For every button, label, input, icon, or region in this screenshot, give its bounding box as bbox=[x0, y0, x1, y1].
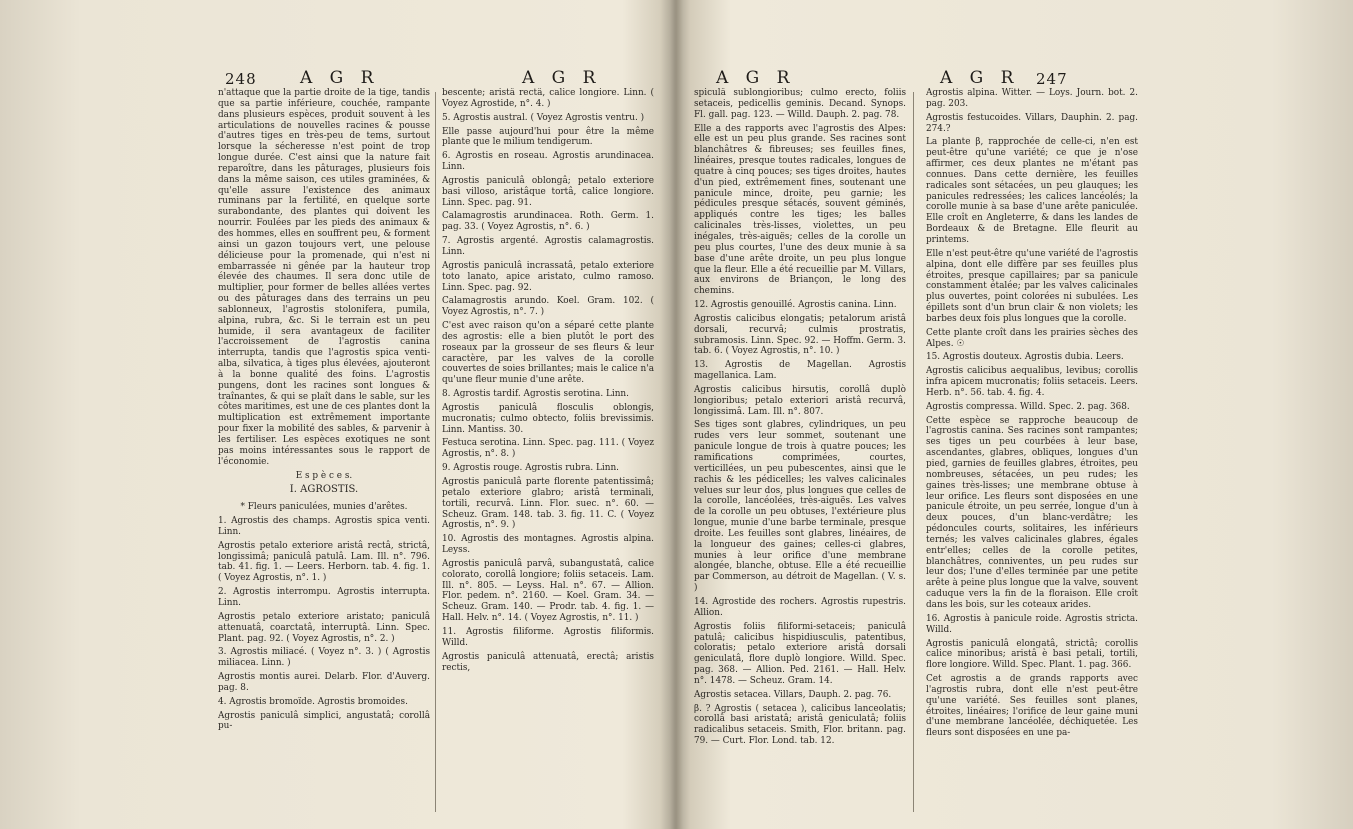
species-entry: 4. Agrostis bromoïde. Agrostis bromoides. bbox=[218, 696, 408, 707]
page-number-left: 248 bbox=[225, 70, 257, 88]
paragraph: n'attaque que la partie droite de la tige, tandis que sa partie inférieure, couchée, rampante dans plusieurs espèces, produit souvent à les articulations de nouvelles racines & pousse d'autres tiges en très-peu de tems, surtout lorsque la sécheresse n'est point de trop longue durée. C'est ainsi que la nature fait reparoître, dans les pâturages, plusieurs fois dans la même saison, ces utiles graminées, & qu'elle assure l'existence des animaux ruminans par la fertilité, en quelque sorte surabondante, des plantes qui doivent les nourrir. Foulées par les pieds des animaux & des hommes, elles en souffrent peu, & forment ainsi un gazon toujours vert, une pelouse délicieuse pour la promenade, qui n'est ni embarrassée ni gênée par la hauteur trop élevée des chaumes. Il sera donc utile de multiplier, pour former de belles allées vertes ou des pâturages dans des terrains un peu sablonneux, l'agrostis stolonifera, pumila, alpina, rubra, &c. Si le terrain est un peu humide, il sera avantageux de faciliter l'accroissement de l'agrostis canina interrupta, tandis que l'agrostis spica venti-alba, silvatica, à tiges plus élevées, ajouteront à la bonne qualité des foins. L'agrostis pungens, dont les racines sont longues & traînantes, & qui se plaît dans le sable, sur les côtes maritimes, est une de ces plantes dont la multiplication est extrêmement importante pour fixer la mobilité des sables, & parvenir à les fertiliser. Les espèces exotiques ne sont pas moins intéressantes sous le rapport de l'économie. bbox=[218, 88, 430, 467]
species-description: Agrostis petalo exteriore aristâ rectâ, strictâ, longissimâ; paniculâ patulâ. Lam. Ill. n°. 796. tab. 41. fig. 1. — Leers. Herborn. tab. 4. fig. 1. ( Voyez Agrostis, n°. 1. ) bbox=[218, 540, 430, 584]
species-entry: 7. Agrostis argenté. Agrostis calamagrostis. Linn. bbox=[442, 236, 654, 257]
running-head-right-b: A G R bbox=[940, 68, 1020, 88]
paragraph: Elle a des rapports avec l'agrostis des Alpes: elle est un peu plus grande. Ses racines sont blanchâtres & fibreuses; ses feuilles fines, linéaires, presque toutes radicales, longues de quatre à cinq pouces; ses tiges droites, hautes d'un pied, extrêmement fines, soutenant une panicule mince, droite, peu garnie; les pédicules presque sétacés, souvent géminés, appliqués contre les tiges; les balles calicinales très-lisses, violettes, un peu inégales, très-aiguës; celles de la corolle un peu plus courtes, l'une des deux munie à sa base d'une arête droite, un peu plus longue que la fleur. Elle a été recueillie par M. Villars, aux environs de Briançon, le long des chemins. bbox=[694, 123, 906, 297]
right-column-1 bbox=[694, 88, 906, 750]
species-description: Agrostis petalo exteriore aristato; paniculâ attenuatâ, coarctatâ, interruptâ. Linn. Spec. Plant. pag. 92. ( Voyez Agrostis, n°. 2. ) bbox=[218, 611, 430, 644]
running-head-left-a: A G R bbox=[300, 68, 380, 88]
species-entry: 8. Agrostis tardif. Agrostis serotina. Linn. bbox=[442, 389, 629, 400]
species-description: Agrostis festucoides. Villars, Dauphin. 2. pag. 274.? bbox=[926, 112, 1138, 134]
paragraph: Cette espèce se rapproche beaucoup de l'agrostis canina. Ses racines sont rampantes; ses tiges un peu courbées à leur base, ascendantes, glabres, obliques, longues d'un pied, garnies de feuilles glabres, étroites, peu nombreuses, sétacées, un peu rudes; les gaines très-lisses; une membrane obtuse à leur orifice. Les fleurs sont disposées en une panicule étroite, un peu serrée, longue d'un à deux pouces, d'un blanc-verdâtre; les pédoncules courts, solitaires, les inférieurs ternés; les valves calicinales glabres, égales entr'elles; celles de la corolle petites, blanchâtres, conniventes, un peu rudes sur leur dos; l'une d'elles terminée par une petite arête à peine plus longue que la valve, souvent caduque vers la fin de la floraison. Elle croît dans les bois, sur les coteaux arides. bbox=[926, 415, 1138, 610]
species-description: Agrostis paniculâ flosculis oblongis, mucronatis; culmo obtecto, foliis brevissimis. Linn. Mantiss. 30. bbox=[442, 402, 654, 435]
right-page bbox=[676, 0, 1353, 829]
species-description: Agrostis paniculâ parvâ, subangustatâ, calice colorato, corollâ longiore; foliis setaceis. Lam. Ill. n°. 805. — Leyss. Hal. n°. 67. — Allion. Flor. pedem. n°. 2160. — Koel. Gram. 34. — Scheuz. Gram. 140. — Prodr. tab. 4. fig. 1. — Hall. Helv. n°. 14. ( Voyez Agrostis, n°. 11. ) bbox=[442, 558, 654, 624]
subsection-heading: * Fleurs paniculées, munies d'arêtes. bbox=[240, 502, 408, 513]
species-entry: 1. Agrostis des champs. Agrostis spica venti. Linn. bbox=[218, 516, 430, 537]
genus-heading: I. AGROSTIS. bbox=[289, 484, 359, 496]
species-entry: 2. Agrostis interrompu. Agrostis interrupta. Linn. bbox=[218, 587, 430, 608]
species-description: Agrostis foliis filiformi-setaceis; paniculâ patulâ; calicibus hispidiusculis, patentibus, coloratis; petalo exteriore aristâ dorsali geniculatâ, flore duplò longiore. Willd. Spec. pag. 368. — Allion. Ped. 2161. — Hall. Helv. n°. 1478. — Scheuz. Gram. 14. bbox=[694, 621, 906, 686]
species-entry: 15. Agrostis douteux. Agrostis dubia. Leers. bbox=[926, 352, 1124, 363]
species-description: β. ? Agrostis ( setacea ), calicibus lanceolatis; corollâ basi aristatâ; aristâ geniculatâ; foliis radicalibus setaceis. Smith, Flor. britann. pag. 79. — Curt. Flor. Lond. tab. 12. bbox=[694, 703, 906, 747]
left-column-2 bbox=[442, 88, 654, 676]
species-description: Agrostis setacea. Villars, Dauph. 2. pag. 76. bbox=[694, 689, 892, 700]
species-description: Agrostis calicibus aequalibus, levibus; corollis infra apicem mucronatis; foliis setaceis. Leers. Herb. n°. 56. tab. 4. fig. 4. bbox=[926, 366, 1138, 398]
species-entry: 12. Agrostis genouillé. Agrostis canina. Linn. bbox=[694, 300, 897, 311]
paragraph: Cet agrostis a de grands rapports avec l'agrostis rubra, dont elle n'est peut-être qu'une variété. Ses feuilles sont planes, étroites, linéaires; l'orifice de leur gaine muni d'une membrane lancéolée, déchiquetée. Les fleurs sont disposées en une pa- bbox=[926, 674, 1138, 739]
species-entry: 9. Agrostis rouge. Agrostis rubra. Linn. bbox=[442, 463, 619, 474]
running-head-left-b: A G R bbox=[522, 68, 602, 88]
species-description: Calamagrostis arundinacea. Roth. Germ. 1. pag. 33. ( Voyez Agrostis, n°. 6. ) bbox=[442, 211, 654, 233]
species-description: Agrostis montis aurei. Delarb. Flor. d'Auverg. pag. 8. bbox=[218, 672, 430, 693]
species-entry: 10. Agrostis des montagnes. Agrostis alpina. Leyss. bbox=[442, 534, 654, 556]
column-rule-left bbox=[435, 92, 436, 812]
species-description: Festuca serotina. Linn. Spec. pag. 111. ( Voyez Agrostis, n°. 8. ) bbox=[442, 438, 654, 460]
right-column-2 bbox=[926, 88, 1138, 742]
species-entry: 13. Agrostis de Magellan. Agrostis magellanica. Lam. bbox=[694, 360, 906, 382]
species-description: bescente; aristâ rectâ, calice longiore. Linn. ( Voyez Agrostide, n°. 4. ) bbox=[442, 88, 654, 109]
paragraph: Elle n'est peut-être qu'une variété de l'agrostis alpina, dont elle diffère par ses feuilles plus étroites, presque capillaires; par sa panicule constamment étalée; par les valves calicinales plus ouvertes, point colorées ni subulées. Les épillets sont d'un brun clair & non violets; les barbes deux fois plus longues que la corolle. bbox=[926, 248, 1138, 324]
species-entry: 3. Agrostis miliacé. ( Voyez n°. 3. ) ( Agrostis miliacea. Linn. ) bbox=[218, 647, 430, 669]
paragraph: C'est avec raison qu'on a séparé cette plante des agrostis: elle a bien plutôt le port des roseaux par la grosseur de ses fleurs & leur caractère, par les valves de la corolle couvertes de soies brillantes; mais le calice n'a qu'une fleur munie d'une arête. bbox=[442, 321, 654, 386]
species-description: Agrostis compressa. Willd. Spec. 2. pag. 368. bbox=[926, 401, 1130, 412]
left-column-1 bbox=[218, 88, 430, 735]
paragraph: Elle passe aujourd'hui pour être la même plante que le milium tendigerum. bbox=[442, 126, 654, 148]
species-entry: 6. Agrostis en roseau. Agrostis arundinacea. Linn. bbox=[442, 151, 654, 173]
species-description: Agrostis paniculâ attenuatâ, erectâ; aristis rectis, bbox=[442, 651, 654, 673]
left-page bbox=[0, 0, 676, 829]
paragraph: La plante β, rapprochée de celle-ci, n'en est peut-être qu'une variété; ce que je n'ose affirmer, ces deux plantes ne m'étant pas connues. Dans cette dernière, les feuilles radicales sont sétacées, un peu glauques; les panicules redressées; les calices lancéolés; la corolle munie à sa base d'une arête paniculée. Elle croît en Angleterre, & dans les landes de Bordeaux & de Bretagne. Elle fleurit au printems. bbox=[926, 137, 1138, 245]
species-description: Agrostis calicibus hirsutis, corollâ duplò longioribus; petalo exteriori aristâ recurvâ, longissimâ. Lam. Ill. n°. 807. bbox=[694, 384, 906, 417]
page-number-right: 247 bbox=[1036, 70, 1068, 88]
species-description: Agrostis paniculâ incrassatâ, petalo exteriore toto lanato, apice aristato, culmo ramoso. Linn. Spec. pag. 92. bbox=[442, 260, 654, 293]
species-entry: 5. Agrostis austral. ( Voyez Agrostis ventru. ) bbox=[442, 112, 645, 123]
species-description: Agrostis paniculâ parte florente patentissimâ; petalo exteriore glabro; aristâ terminali, tortili, recurvâ. Linn. Flor. suec. n°. 60. — Scheuz. Gram. 148. tab. 3. fig. 11. C. ( Voyez Agrostis, n°. 9. ) bbox=[442, 477, 654, 531]
species-description: Agrostis paniculâ elongatâ, strictâ; corollis calice minoribus; aristâ è basi petali, tortili, flore longiore. Willd. Spec. Plant. 1. pag. 366. bbox=[926, 638, 1138, 671]
species-description: Agrostis alpina. Witter. — Loys. Journ. bot. 2. pag. 203. bbox=[926, 88, 1138, 109]
species-description: Agrostis paniculâ simplici, angustatâ; corollâ pu- bbox=[218, 710, 430, 732]
paragraph: Cette plante croît dans les prairies sèches des Alpes. ☉ bbox=[926, 327, 1138, 349]
species-entry: 14. Agrostide des rochers. Agrostis rupestris. Allion. bbox=[694, 596, 906, 618]
species-description: Agrostis calicibus elongatis; petalorum aristâ dorsali, recurvâ; culmis prostratis, subramosis. Linn. Spec. 92. — Hoffm. Germ. 3. tab. 6. ( Voyez Agrostis, n°. 10. ) bbox=[694, 313, 906, 357]
running-head-right-a: A G R bbox=[716, 68, 796, 88]
section-heading: E s p è c e s. bbox=[295, 470, 353, 481]
species-description: Calamagrostis arundo. Koel. Gram. 102. ( Voyez Agrostis, n°. 7. ) bbox=[442, 296, 654, 318]
species-entry: 16. Agrostis à panicule roide. Agrostis stricta. Willd. bbox=[926, 613, 1138, 635]
species-entry: 11. Agrostis filiforme. Agrostis filiformis. Willd. bbox=[442, 626, 654, 648]
column-rule-right bbox=[913, 92, 914, 812]
species-description: spiculâ sublongioribus; culmo erecto, foliis setaceis, pedicellis geminis. Decand. Synops. Fl. gall. pag. 123. — Willd. Dauph. 2. pag. 78. bbox=[694, 88, 906, 120]
paragraph: Ses tiges sont glabres, cylindriques, un peu rudes vers leur sommet, soutenant une panicule longue de trois à quatre pouces; les ramifications comprimées, courtes, verticillées, un peu pubescentes, ainsi que le rachis & les pédicelles; les valves calicinales velues sur leur dos, plus longues que celles de la corolle, lancéolées, très-aiguës. Les valves de la corolle un peu obtuses, l'extérieure plus longue, munie d'une barbe terminale, presque droite. Les feuilles sont glabres, linéaires, de la longueur des gaines; celles-ci glabres, munies à leur orifice d'une membrane alongée, blanche, obtuse. Elle a été recueillie par Commerson, au détroit de Magellan. ( V. s. ) bbox=[694, 420, 906, 594]
species-description: Agrostis paniculâ oblongâ; petalo exteriore basi villoso, aristâque tortâ, calice longiore. Linn. Spec. pag. 91. bbox=[442, 175, 654, 208]
